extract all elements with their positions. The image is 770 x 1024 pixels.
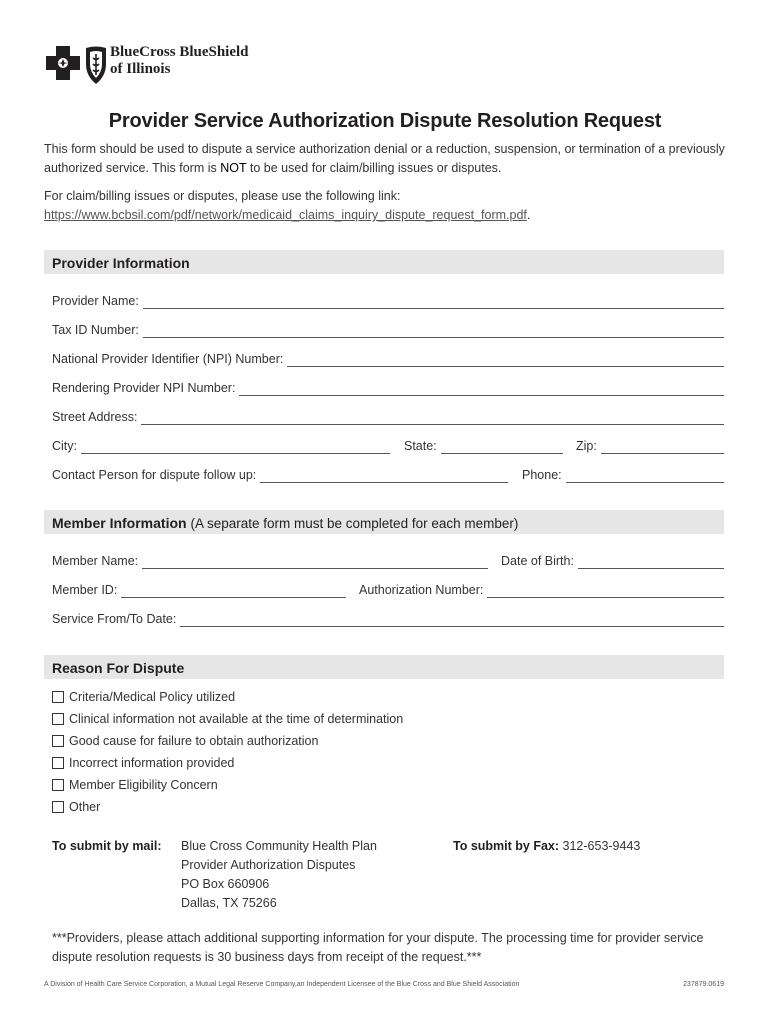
member-name-label: Member Name: [52,554,139,568]
city-field[interactable] [52,436,390,454]
service-dates-label: Service From/To Date: [52,612,177,626]
reason-option[interactable] [52,710,403,728]
street-field[interactable] [52,407,724,425]
service-dates-row [52,609,724,627]
npi-label: National Provider Identifier (NPI) Number: [52,352,284,366]
mail-label-block [52,837,162,856]
reason-section-title: Reason For Dispute [52,660,185,676]
form-title: Provider Service Authorization Dispute Resolution Request [108,110,662,132]
city-state-zip-row [52,436,724,454]
organization-name-line1: BlueCross BlueShield [110,44,249,60]
member-name-field[interactable] [52,551,488,569]
provider-section-header [44,250,724,274]
city-label: City: [52,439,77,453]
organization-name-line2: of Illinois [110,61,171,77]
reason-option[interactable] [52,732,318,750]
rendering-npi-row [52,378,724,396]
npi-line[interactable] [287,354,724,367]
street-row [52,407,724,425]
reason-option-label: Clinical information not available at the time of determination [69,712,404,726]
provider-name-row [52,291,724,309]
checkbox[interactable] [52,691,64,703]
link-period: . [526,208,531,222]
mail-address-line: Blue Cross Community Health Plan [181,839,377,853]
mail-address-line: Dallas, TX 75266 [181,896,277,910]
service-dates-field[interactable] [52,609,724,627]
provider-name-line[interactable] [143,296,724,309]
rendering-npi-label: Rendering Provider NPI Number: [52,381,236,395]
state-label: State: [404,439,437,453]
fax-label: To submit by Fax: [453,839,560,853]
contact-line[interactable] [260,470,508,483]
link-intro: For claim/billing issues or disputes, please use the following link: [44,189,401,203]
phone-label: Phone: [522,468,562,482]
member-section-note: (A separate form must be completed for each member) [190,516,519,531]
dob-field[interactable] [501,551,724,569]
fax-number: 312-653-9443 [562,839,641,853]
checkbox[interactable] [52,757,64,769]
provider-name-field[interactable] [52,291,724,309]
reason-option[interactable] [52,754,234,772]
mail-label: To submit by mail: [52,839,162,853]
mail-address-line: PO Box 660906 [181,877,270,891]
member-name-line[interactable] [142,556,488,569]
intro-paragraph [44,140,734,178]
processing-footnote: ***Providers, please attach additional supporting information for your dispute. The processing time for provider service dispute resolution requests is 30 business days from receipt of the request.*** [52,931,704,964]
tax-id-row [52,320,724,338]
reason-option-label: Other [69,800,101,814]
member-id-field[interactable] [52,580,346,598]
member-name-row [52,551,724,569]
street-label: Street Address: [52,410,138,424]
zip-line[interactable] [601,441,724,454]
checkbox[interactable] [52,713,64,725]
rendering-npi-field[interactable] [52,378,724,396]
blue-shield-icon [86,47,106,85]
blue-cross-icon [46,46,80,80]
link-paragraph [44,187,734,225]
member-section-header [44,510,724,534]
member-section-title: Member Information [52,515,187,531]
street-line[interactable] [141,412,724,425]
member-id-row [52,580,724,598]
tax-id-line[interactable] [143,325,724,338]
npi-row [52,349,724,367]
phone-field[interactable] [522,465,724,483]
provider-section-title: Provider Information [52,255,190,271]
reason-option-label: Good cause for failure to obtain authorization [69,734,319,748]
rendering-npi-line[interactable] [239,383,724,396]
reason-option[interactable] [52,688,235,706]
service-dates-line[interactable] [180,614,724,627]
state-field[interactable] [404,436,563,454]
member-id-label: Member ID: [52,583,118,597]
reason-option[interactable] [52,776,218,794]
auth-number-label: Authorization Number: [359,583,484,597]
contact-label: Contact Person for dispute follow up: [52,468,257,482]
city-line[interactable] [81,441,390,454]
contact-field[interactable] [52,465,508,483]
organization-name [110,44,249,78]
mail-address-line: Provider Authorization Disputes [181,858,356,872]
member-id-line[interactable] [121,585,346,598]
provider-name-label: Provider Name: [52,294,139,308]
mail-address [181,837,377,913]
intro-not: NOT [220,161,247,175]
claims-dispute-link[interactable]: https://www.bcbsil.com/pdf/network/medicaid_claims_inquiry_dispute_request_form.pdf [44,208,527,222]
reason-option-label: Criteria/Medical Policy utilized [69,690,236,704]
contact-row [52,465,724,483]
reason-option-label: Incorrect information provided [69,756,235,770]
intro-text-1: This form should be used to dispute a service authorization denial or a reduction, suspension, or termination of a previously authorized service. This form is [44,142,725,175]
state-line[interactable] [441,441,563,454]
dob-label: Date of Birth: [501,554,574,568]
fax-block [453,837,640,856]
reason-option[interactable] [52,798,100,816]
reason-option-label: Member Eligibility Concern [69,778,218,792]
checkbox[interactable] [52,779,64,791]
auth-number-field[interactable] [359,580,724,598]
page-footer [44,981,724,988]
phone-line[interactable] [566,470,724,483]
npi-field[interactable] [52,349,724,367]
auth-number-line[interactable] [487,585,724,598]
footer-disclaimer: A Division of Health Care Service Corporation, a Mutual Legal Reserve Company,an Independent Licensee of the Blue Cross and Blue Shield Association [44,981,520,988]
tax-id-label: Tax ID Number: [52,323,139,337]
zip-field[interactable] [576,436,724,454]
reason-section-header [44,655,724,679]
footer-code: 237879.0619 [683,981,724,988]
zip-label: Zip: [576,439,597,453]
checkbox[interactable] [52,801,64,813]
dob-line[interactable] [578,556,724,569]
intro-text-2: to be used for claim/billing issues or disputes. [246,161,502,175]
tax-id-field[interactable] [52,320,724,338]
checkbox[interactable] [52,735,64,747]
